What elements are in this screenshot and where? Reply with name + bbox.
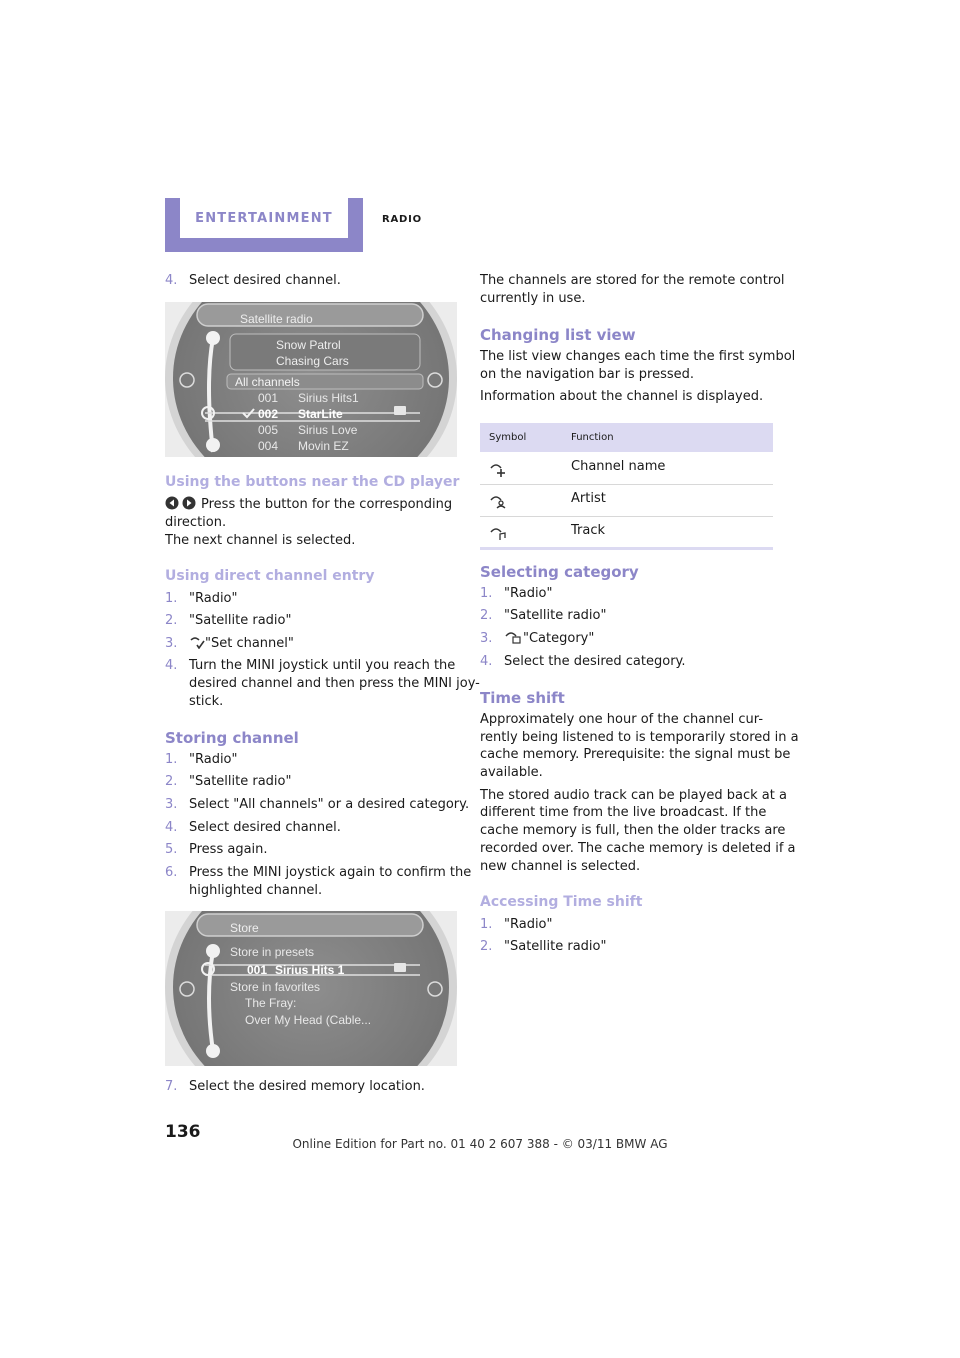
screen-row-artist: Snow Patrol bbox=[276, 338, 341, 352]
list-item: 6. Press the MINI joystick again to confirm the highlighted channel. bbox=[165, 865, 472, 898]
screen-row-name: Sirius Hits1 bbox=[298, 391, 359, 405]
table-row bbox=[480, 452, 773, 485]
set-channel-icon bbox=[189, 635, 205, 649]
cd-buttons-line1: Press the button for the corresponding bbox=[165, 496, 452, 514]
prev-next-buttons-icon bbox=[165, 496, 199, 510]
intro-line1: The channels are stored for the remote control bbox=[480, 273, 785, 288]
time-shift-text: cache memory. Prerequisite: the signal must be bbox=[480, 747, 791, 762]
heading-direct-entry: Using direct channel entry bbox=[165, 568, 375, 584]
heading-list-view: Changing list view bbox=[480, 326, 636, 344]
list-item: 2. "Satellite radio" bbox=[165, 613, 292, 628]
time-shift-text: recorded over. The cache memory is deleted if a bbox=[480, 841, 796, 856]
col-symbol: Symbol bbox=[489, 432, 527, 443]
step-select-channel: 4. Select desired channel. bbox=[165, 273, 341, 288]
category-icon bbox=[504, 630, 522, 644]
list-view-line1: The list view changes each time the first symbol bbox=[480, 349, 796, 364]
list-item: 2. "Satellite radio" bbox=[165, 774, 292, 789]
time-shift-text: available. bbox=[480, 765, 543, 780]
list-item: 1. "Radio" bbox=[480, 586, 553, 601]
time-shift-text: different time from the live broadcast. If the bbox=[480, 805, 767, 820]
time-shift-text: Approximately one hour of the channel cur- bbox=[480, 712, 764, 727]
screen-row-track: Chasing Cars bbox=[276, 354, 349, 368]
list-item: 5. Press again. bbox=[165, 842, 268, 857]
screen-row: Store in presets bbox=[230, 945, 315, 959]
screen-row: Over My Head (Cable... bbox=[245, 1013, 372, 1027]
table-header bbox=[480, 423, 773, 452]
screen-row-num: 004 bbox=[258, 439, 279, 453]
heading-accessing-time-shift: Accessing Time shift bbox=[480, 894, 643, 910]
list-item: 1. "Radio" bbox=[165, 752, 238, 767]
store-screen bbox=[165, 911, 457, 1066]
screen-row-name: Movin EZ bbox=[298, 439, 349, 453]
subsection-title: RADIO bbox=[382, 214, 422, 225]
screen-title: Store bbox=[230, 921, 259, 935]
heading-time-shift: Time shift bbox=[480, 689, 565, 707]
list-item: 4. Select desired channel. bbox=[165, 820, 341, 835]
screen-row: The Fray: bbox=[245, 996, 297, 1010]
screen-row-num: 005 bbox=[258, 423, 279, 437]
screen-row-all-channels: All channels bbox=[235, 375, 300, 389]
screen-row-name: Sirius Hits 1 bbox=[275, 963, 345, 977]
table-bottom-rule bbox=[480, 547, 773, 550]
step-select-memory: 7. Select the desired memory location. bbox=[165, 1079, 425, 1094]
list-view-line3: Information about the channel is displayed. bbox=[480, 389, 764, 404]
list-item: 3. "Category" bbox=[480, 631, 595, 646]
cd-buttons-line2: direction. bbox=[165, 515, 227, 530]
list-item: 3. Select "All channels" or a desired category. bbox=[165, 797, 470, 812]
screen-row-name: Sirius Love bbox=[298, 423, 358, 437]
screen-row-num: 002 bbox=[258, 407, 279, 421]
screen-title: Satellite radio bbox=[240, 312, 313, 326]
list-view-line2: on the navigation bar is pressed. bbox=[480, 367, 695, 382]
heading-storing-channel: Storing channel bbox=[165, 729, 299, 747]
footer-edition: Online Edition for Part no. 01 40 2 607 388 - © 03/11 BMW AG bbox=[292, 1137, 668, 1151]
satellite-radio-screen bbox=[165, 302, 457, 457]
section-title: ENTERTAINMENT bbox=[195, 210, 333, 226]
function-label: Artist bbox=[571, 491, 606, 506]
header-tab-inner bbox=[180, 198, 348, 238]
screen-row: Store in favorites bbox=[230, 980, 321, 994]
table-row bbox=[480, 484, 773, 517]
time-shift-text: cache memory is full, then the older tracks are bbox=[480, 823, 786, 838]
screen-row-num: 001 bbox=[258, 391, 279, 405]
list-item: 3. "Set channel" bbox=[165, 636, 294, 651]
function-label: Track bbox=[571, 523, 606, 538]
list-item: 1. "Radio" bbox=[165, 591, 238, 606]
page-number: 136 bbox=[165, 1122, 201, 1142]
channel-name-icon bbox=[489, 461, 507, 477]
list-item: 4. Turn the MINI joystick until you reach the desired channel and then press the MINI joy- stick. bbox=[165, 658, 480, 709]
col-function: Function bbox=[571, 432, 614, 443]
time-shift-text: The stored audio track can be played back at a bbox=[480, 788, 787, 803]
screen-row-num: 001 bbox=[247, 963, 268, 977]
list-item: 2. "Satellite radio" bbox=[480, 608, 607, 623]
time-shift-text: rently being listened to is temporarily stored in a bbox=[480, 730, 799, 745]
intro-line2: currently in use. bbox=[480, 291, 586, 306]
track-icon bbox=[489, 525, 507, 541]
heading-selecting-category: Selecting category bbox=[480, 563, 639, 581]
table-row bbox=[480, 516, 773, 549]
list-item: 4. Select the desired category. bbox=[480, 654, 686, 669]
function-label: Channel name bbox=[571, 459, 666, 474]
heading-cd-buttons: Using the buttons near the CD player bbox=[165, 474, 460, 490]
artist-icon bbox=[489, 493, 507, 509]
time-shift-text: new channel is selected. bbox=[480, 859, 641, 874]
list-item: 1. "Radio" bbox=[480, 917, 553, 932]
cd-buttons-line3: The next channel is selected. bbox=[165, 533, 356, 548]
screen-row-name: StarLite bbox=[298, 407, 343, 421]
list-item: 2. "Satellite radio" bbox=[480, 939, 607, 954]
